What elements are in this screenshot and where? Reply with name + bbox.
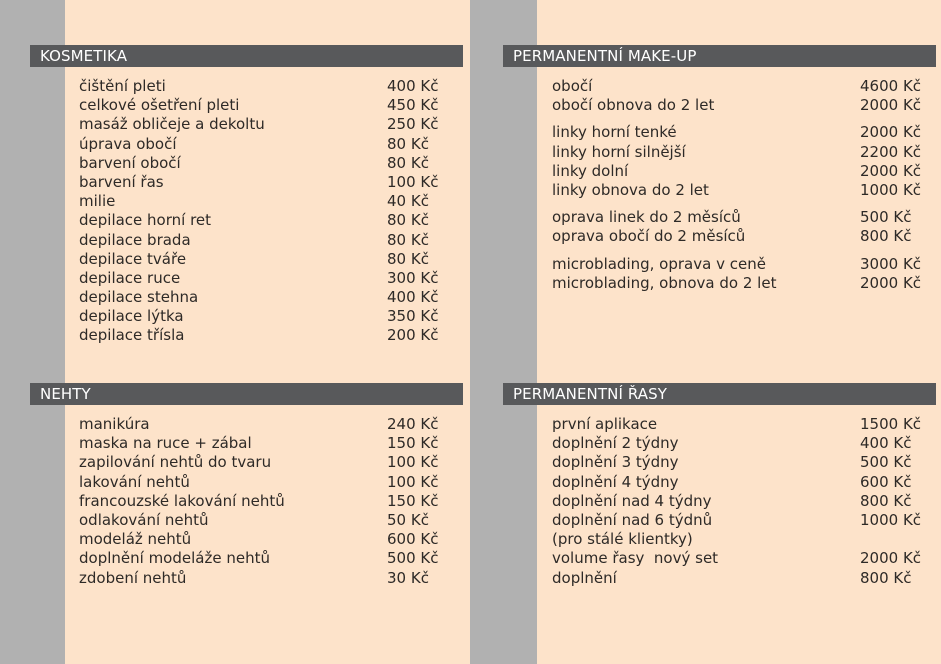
service-name: depilace ruce (79, 268, 181, 287)
service-name: oprava obočí do 2 měsíců (552, 227, 746, 246)
service-name: doplnění 4 týdny (552, 472, 679, 491)
price-row (79, 173, 463, 192)
price-row (79, 154, 463, 173)
price-row (79, 231, 463, 250)
price-row (552, 453, 936, 472)
service-name: barvení řas (79, 172, 164, 191)
service-name: doplnění 2 týdny (552, 434, 679, 453)
service-name: doplnění nad 4 týdny (552, 491, 712, 510)
service-price: 800 Kč (860, 568, 912, 587)
service-price: 600 Kč (860, 472, 912, 491)
service-price: 1000 Kč (860, 180, 922, 199)
service-name: depilace tváře (79, 249, 187, 268)
price-row (552, 434, 936, 453)
service-name: první aplikace (552, 415, 658, 433)
section-nehty (30, 383, 463, 593)
price-list-permanent-makeup (552, 77, 936, 293)
price-row (79, 250, 463, 269)
service-price: 500 Kč (860, 208, 912, 227)
price-row (79, 269, 463, 288)
price-row (79, 326, 463, 345)
section-permanent-rasy (503, 383, 936, 593)
service-price: 450 Kč (387, 96, 439, 115)
price-row (79, 192, 463, 211)
price-row (552, 162, 936, 181)
service-price: 40 Kč (387, 192, 429, 211)
service-price: 80 Kč (387, 249, 429, 268)
service-name: doplnění modeláže nehtů (79, 549, 270, 568)
price-row (552, 415, 936, 434)
service-price: 80 Kč (387, 153, 429, 172)
price-row (552, 569, 936, 588)
service-price: 2000 Kč (860, 549, 922, 568)
service-name: depilace brada (79, 230, 191, 249)
service-price: 500 Kč (387, 549, 439, 568)
price-row (552, 77, 936, 96)
price-row (79, 569, 463, 588)
service-name: microblading, oprava v ceně (552, 254, 766, 273)
service-price: 1000 Kč (860, 510, 922, 529)
section-kosmetika (30, 45, 463, 355)
service-price: 150 Kč (387, 491, 439, 510)
price-row (552, 181, 936, 200)
price-row (79, 307, 463, 326)
service-name: obočí (552, 77, 593, 95)
service-name: linky horní tenké (552, 123, 677, 142)
service-name: manikúra (79, 415, 150, 433)
price-row (79, 473, 463, 492)
service-name: francouzské lakování nehtů (79, 491, 285, 510)
service-name: linky dolní (552, 161, 629, 180)
service-name: doplnění (552, 568, 617, 587)
service-price: 240 Kč (387, 415, 439, 433)
price-row (79, 415, 463, 434)
service-name: celkové ošetření pleti (79, 96, 240, 115)
price-row (79, 135, 463, 154)
service-price: 600 Kč (387, 530, 439, 549)
price-list-permanent-rasy (552, 415, 936, 588)
service-price: 2000 Kč (860, 123, 922, 142)
service-price: 100 Kč (387, 172, 439, 191)
price-row (552, 274, 936, 293)
service-name: linky obnova do 2 let (552, 180, 709, 199)
service-name: microblading, obnova do 2 let (552, 273, 777, 292)
service-name: zdobení nehtů (79, 568, 187, 587)
service-name: úprava obočí (79, 134, 177, 153)
service-name: odlakování nehtů (79, 510, 209, 529)
price-row (79, 549, 463, 568)
price-row (79, 530, 463, 549)
service-name: barvení obočí (79, 153, 181, 172)
service-price: 2000 Kč (860, 273, 922, 292)
service-name: depilace horní ret (79, 211, 212, 230)
service-name: maska na ruce + zábal (79, 434, 252, 453)
price-row (552, 255, 936, 274)
section-title-kosmetika: KOSMETIKA (30, 45, 463, 67)
price-row (552, 530, 936, 549)
service-name: volume řasy nový set (552, 549, 719, 568)
service-name: masáž obličeje a dekoltu (79, 115, 265, 134)
price-row (552, 123, 936, 142)
service-price: 350 Kč (387, 307, 439, 326)
section-title-nehty: NEHTY (30, 383, 463, 405)
service-price: 300 Kč (387, 268, 439, 287)
service-price: 100 Kč (387, 472, 439, 491)
price-list-nehty (79, 415, 463, 588)
price-row (79, 434, 463, 453)
service-price: 400 Kč (860, 434, 912, 453)
service-price: 2200 Kč (860, 142, 922, 161)
price-row (552, 208, 936, 227)
service-price: 250 Kč (387, 115, 439, 134)
service-price: 30 Kč (387, 568, 429, 587)
service-name: zapilování nehtů do tvaru (79, 453, 272, 472)
service-name: čištění pleti (79, 77, 166, 95)
price-row (552, 143, 936, 162)
service-name: doplnění nad 6 týdnů (552, 510, 713, 529)
service-price: 100 Kč (387, 453, 439, 472)
service-price: 800 Kč (860, 491, 912, 510)
service-name: lakování nehtů (79, 472, 190, 491)
service-price: 150 Kč (387, 434, 439, 453)
price-row (552, 492, 936, 511)
service-price: 2000 Kč (860, 96, 922, 115)
service-name: milie (79, 192, 116, 211)
service-price: 50 Kč (387, 510, 429, 529)
service-price: 400 Kč (387, 288, 439, 307)
price-row (552, 227, 936, 246)
service-price: 80 Kč (387, 230, 429, 249)
service-price: 800 Kč (860, 227, 912, 246)
service-price: 2000 Kč (860, 161, 922, 180)
price-row (552, 473, 936, 492)
service-name: depilace třísla (79, 326, 185, 345)
service-price: 80 Kč (387, 211, 429, 230)
price-row (79, 77, 463, 96)
service-name: depilace lýtka (79, 307, 184, 326)
service-name: oprava linek do 2 měsíců (552, 208, 741, 227)
service-name: doplnění 3 týdny (552, 453, 679, 472)
service-price: 1500 Kč (860, 415, 922, 433)
service-price: 80 Kč (387, 134, 429, 153)
service-note: (pro stálé klientky) (552, 530, 693, 549)
section-permanent-makeup (503, 45, 936, 315)
price-row (79, 115, 463, 134)
price-row (552, 511, 936, 530)
price-row (79, 511, 463, 530)
service-price: 3000 Kč (860, 254, 922, 273)
price-row (552, 96, 936, 115)
service-price: 200 Kč (387, 326, 439, 345)
price-row (552, 549, 936, 568)
section-title-permanent-rasy: PERMANENTNÍ ŘASY (503, 383, 936, 405)
service-name: obočí obnova do 2 let (552, 96, 715, 115)
price-row (79, 211, 463, 230)
service-name: linky horní silnější (552, 142, 686, 161)
service-price: 4600 Kč (860, 77, 922, 95)
price-row (79, 492, 463, 511)
service-name: modeláž nehtů (79, 530, 192, 549)
service-name: depilace stehna (79, 288, 199, 307)
section-title-permanent-makeup: PERMANENTNÍ MAKE-UP (503, 45, 936, 67)
service-price: 400 Kč (387, 77, 439, 95)
price-row (79, 288, 463, 307)
service-price: 500 Kč (860, 453, 912, 472)
price-row (79, 453, 463, 472)
price-row (79, 96, 463, 115)
price-list-kosmetika (79, 77, 463, 346)
